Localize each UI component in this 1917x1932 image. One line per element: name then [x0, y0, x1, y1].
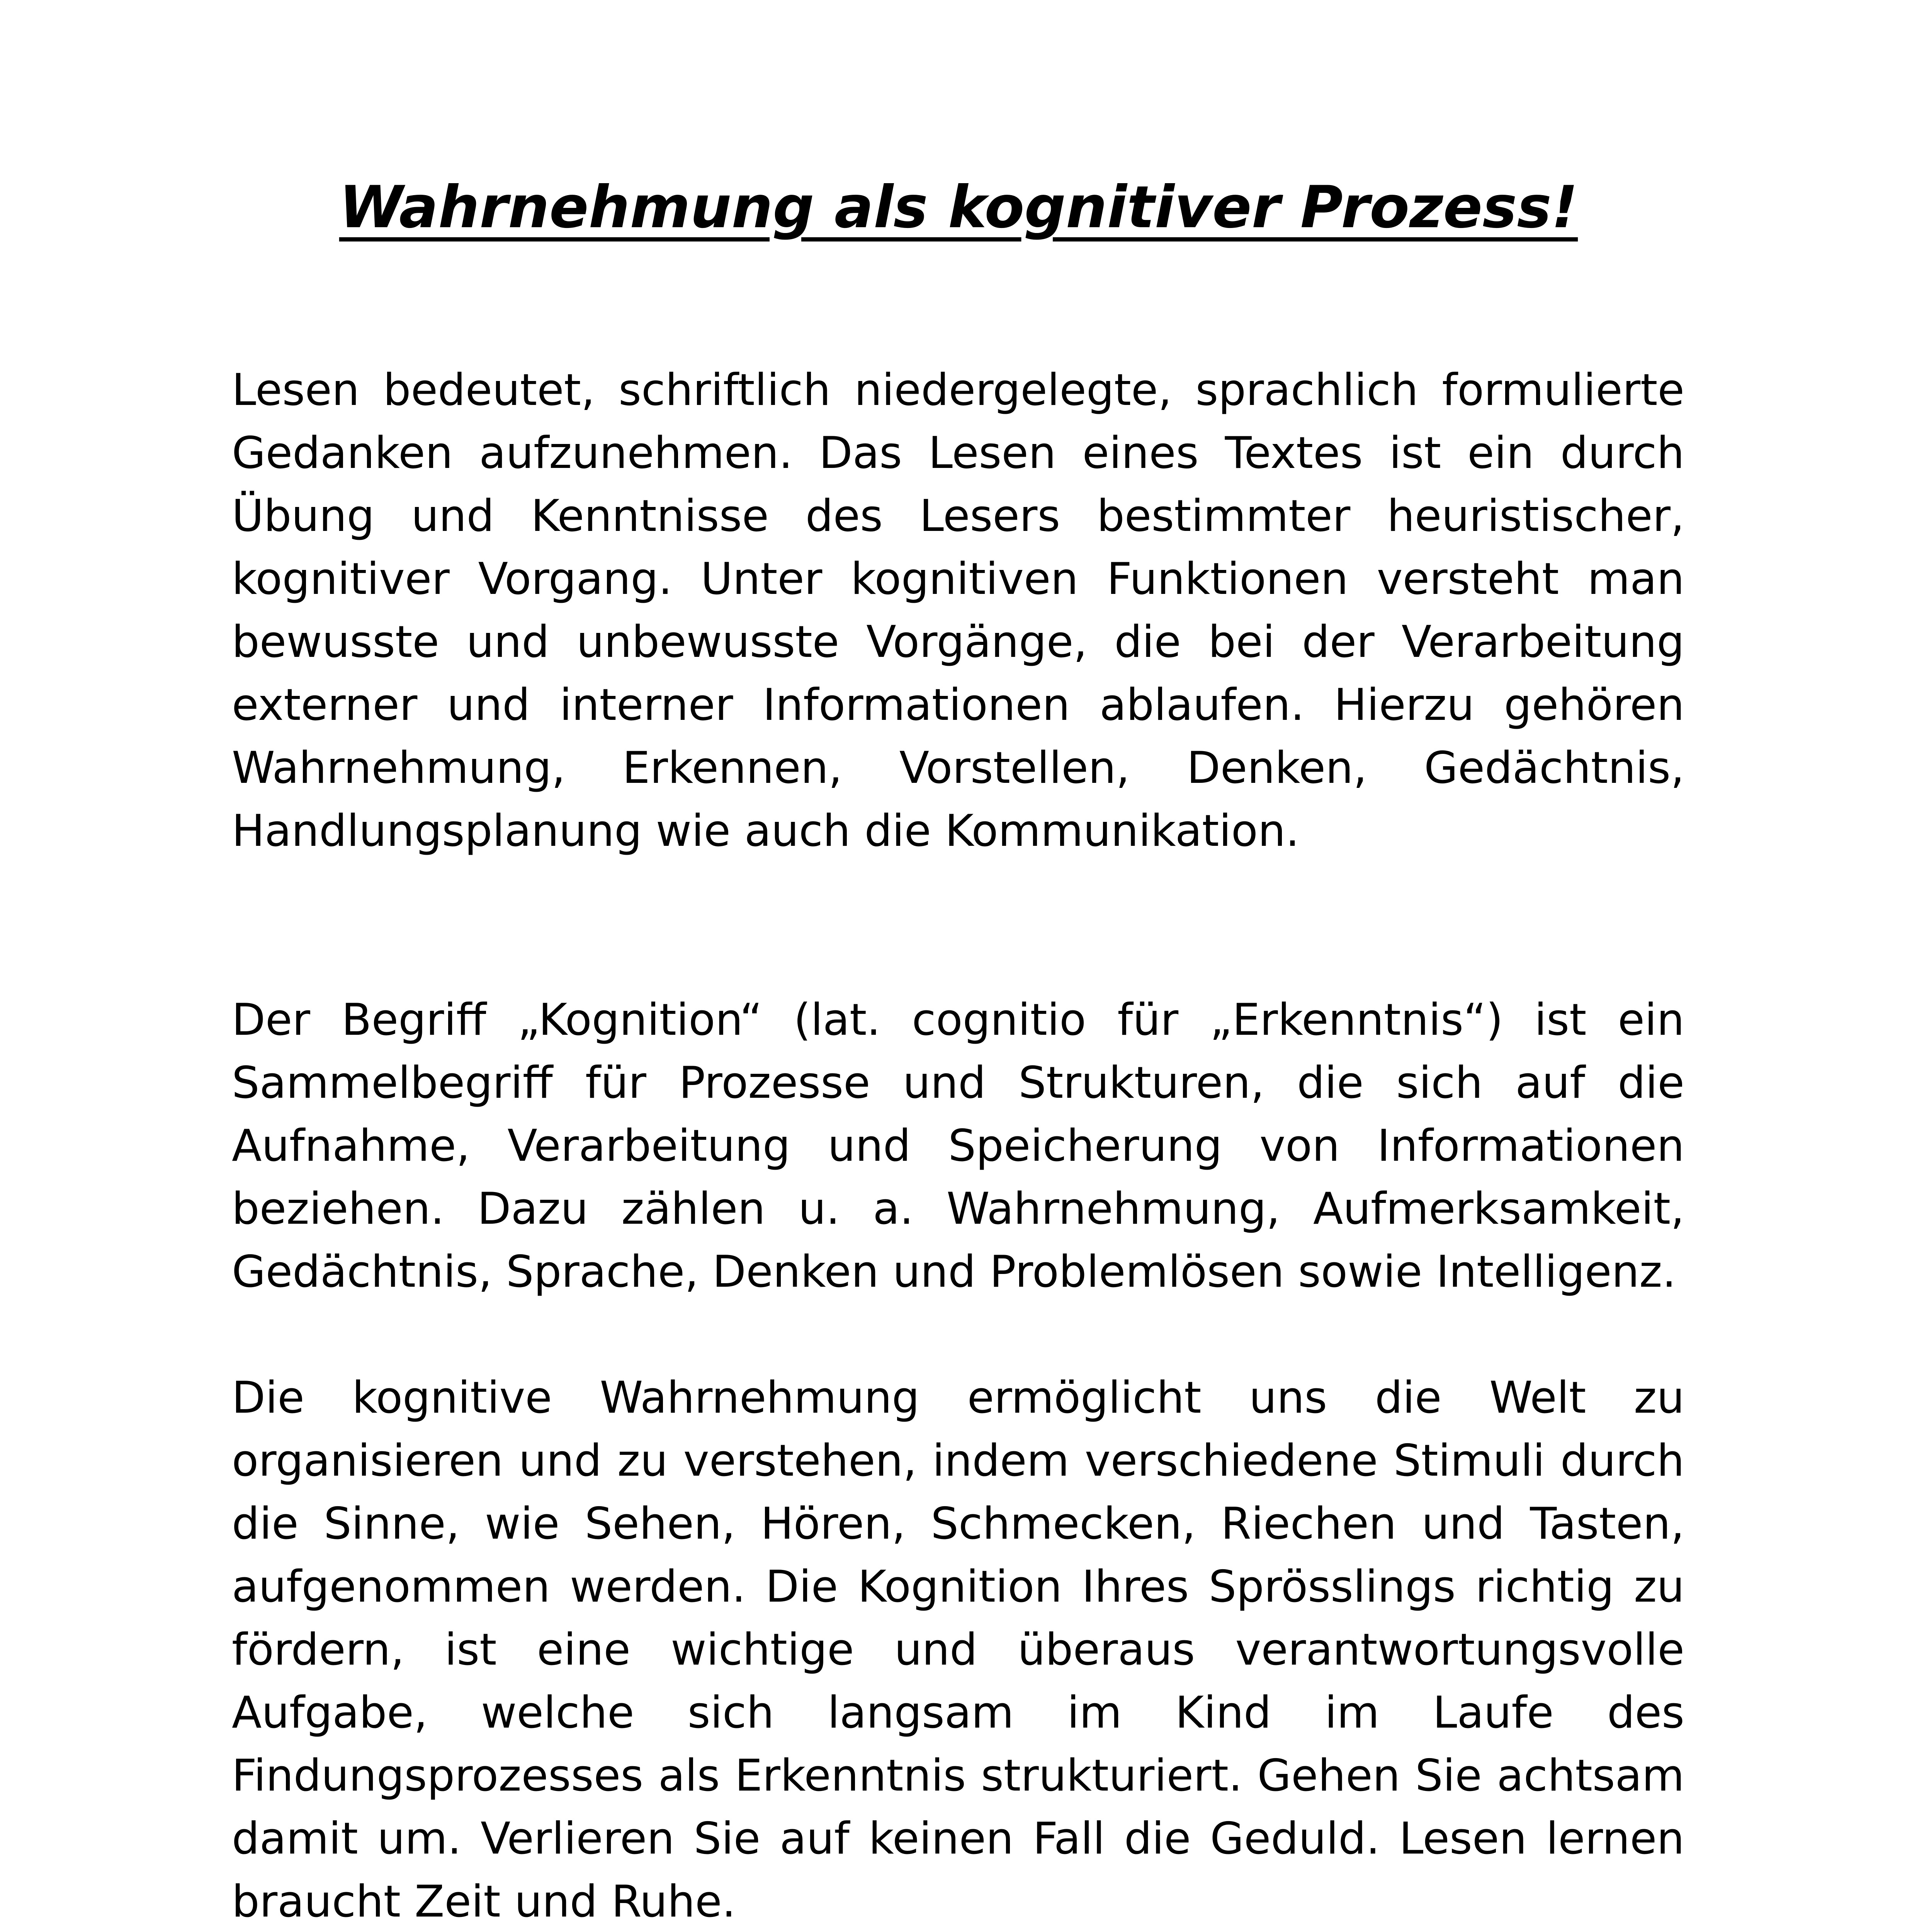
paragraph-3: Die kognitive Wahrnehmung ermöglicht uns die Welt zu organisieren und zu verstehen, indem verschiedene Stimuli durch die Sinne, wie Sehen, Hören, Schmecken, Riechen und Tasten, aufgenommen werden. Die Kognition Ihres Sprösslings richtig zu fördern, ist eine wichtige und überaus verantwortungsvolle Aufgabe, welche sich langsam im Kind im Laufe des Findungsprozesses als Erkenntnis strukturiert. Gehen Sie achtsam damit um. Verlieren Sie auf keinen Fall die Geduld. Lesen lernen braucht Zeit und Ruhe. — [232, 1372, 1684, 1927]
paragraph-1: Lesen bedeutet, schriftlich niedergelegte, sprachlich formulierte Gedanken aufzunehmen. Das Lesen eines Textes ist ein durch Übung und Kenntnisse des Lesers bestimmter heuristischer, kognitiver Vorgang. Unter kognitiven Funktionen versteht man bewusste und unbewusste Vorgänge, die bei der Verarbeitung externer und interner Informationen ablaufen. Hierzu gehören Wahrnehmung, Erkennen, Vorstellen, Denken, Gedächtnis, Handlungsplanung wie auch die Kommunikation. — [232, 364, 1684, 856]
page-title: Wahrnehmung als kognitiver Prozess! — [339, 174, 1578, 241]
body-text — [232, 359, 1684, 1932]
paragraph-2: Der Begriff „Kognition“ (lat. cognitio für „Erkenntnis“) ist ein Sammelbegriff für Prozesse und Strukturen, die sich auf die Aufnahme, Verarbeitung und Speicherung von Informationen beziehen. Dazu zählen u. a. Wahrnehmung, Aufmerksamkeit, Gedächtnis, Sprache, Denken und Problemlösen sowie Intelligenz. — [232, 994, 1684, 1297]
